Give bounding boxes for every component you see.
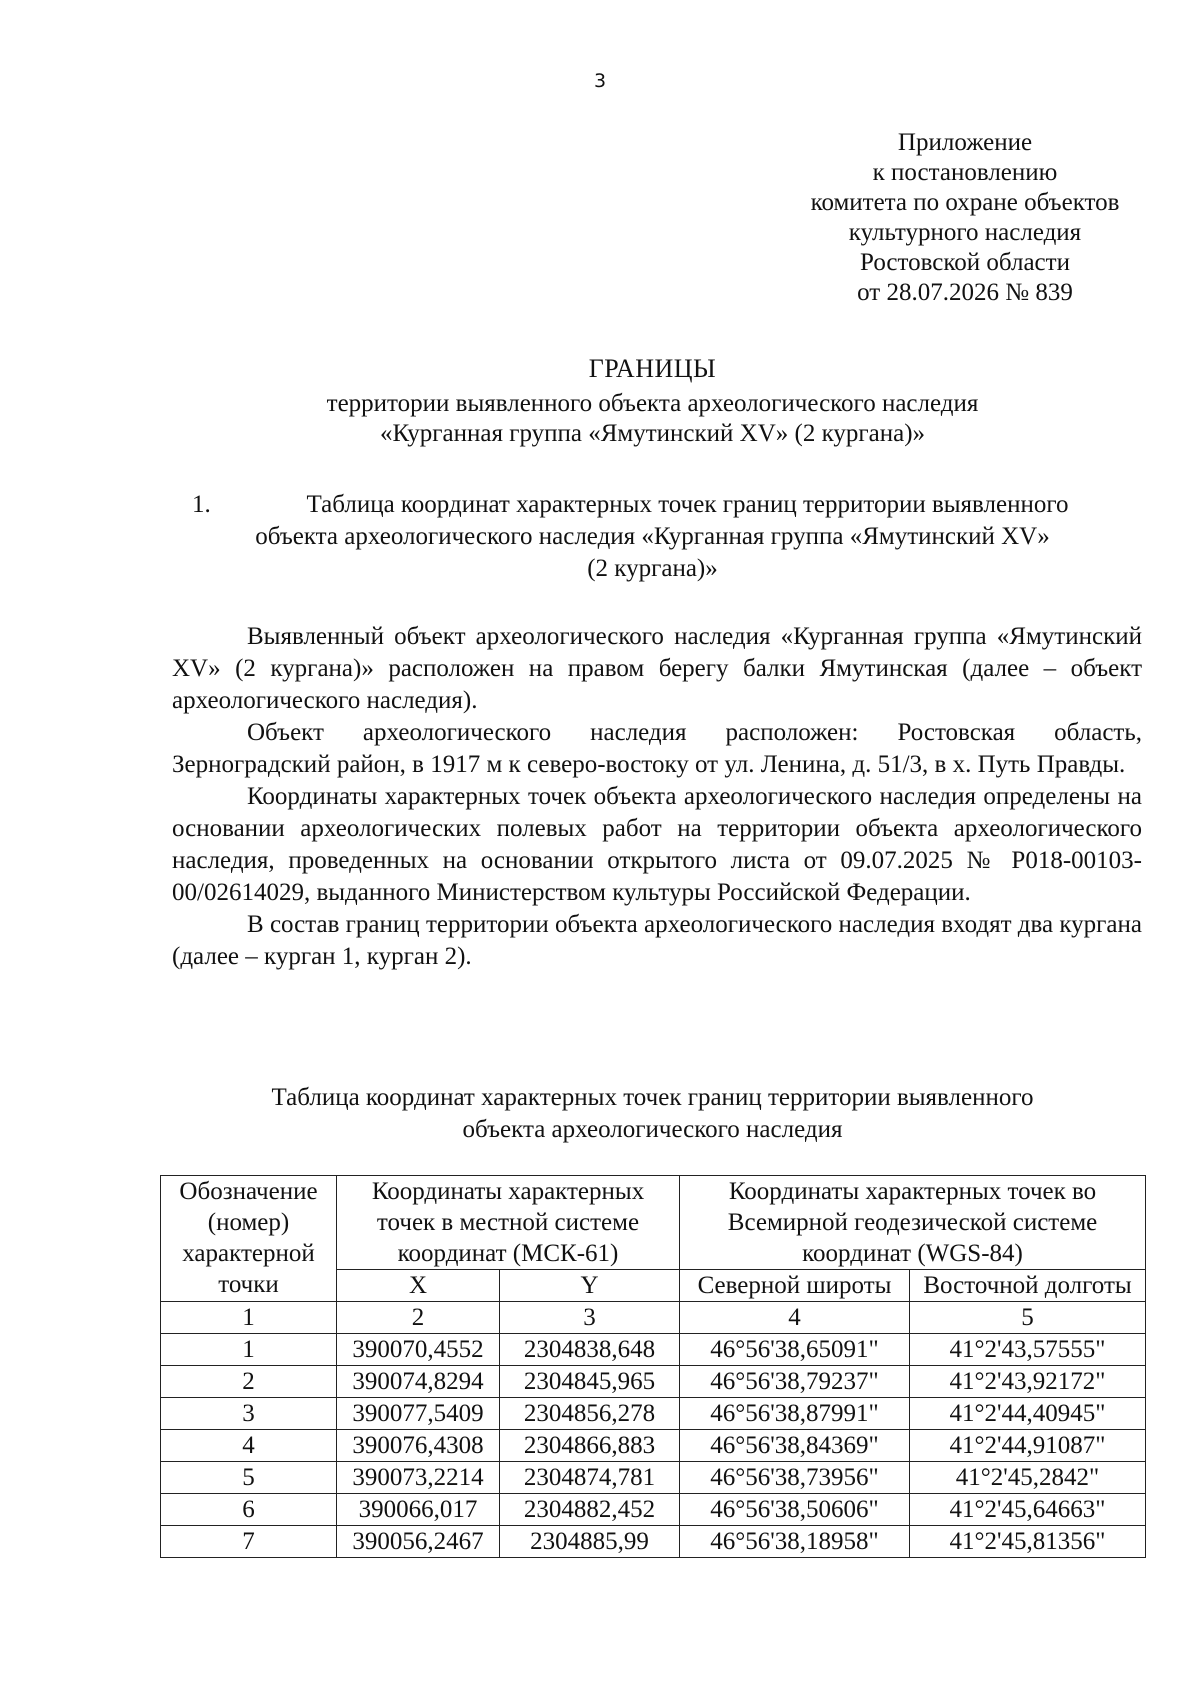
coord-y: 2304856,278 [500,1398,680,1430]
coord-lat: 46°56'38,79237" [680,1366,910,1398]
paragraph: Координаты характерных точек объекта археологического наследия определены на основании археологических полевых работ на территории объекта археологического наследия, проведенных на основании открытого листа от 09.07.2025 № Р018-00103-00/02614029, выданного Министерством культуры Российской Федерации. [172,783,1142,906]
appendix-date-line: от 28.07.2026 № 839 [857,279,1073,306]
table-row [161,1366,1146,1398]
point-number: 6 [161,1494,337,1526]
appendix-line: Ростовской области [860,249,1070,276]
coord-x: 390073,2214 [337,1462,500,1494]
table-caption-line: объекта археологического наследия [462,1116,843,1143]
column-number: 1 [161,1302,337,1334]
coord-lon: 41°2'43,92172" [910,1366,1146,1398]
coordinates-table [160,1175,1146,1558]
appendix-line: к постановлению [872,159,1058,186]
table-caption [170,1082,1135,1146]
header-designation: Обозначение (номер) характерной точки [161,1176,337,1302]
point-number: 3 [161,1398,337,1430]
coord-x: 390066,017 [337,1494,500,1526]
coord-y: 2304885,99 [500,1526,680,1558]
coord-lat: 46°56'38,73956" [680,1462,910,1494]
coord-y: 2304882,452 [500,1494,680,1526]
paragraph: Выявленный объект археологического наследия «Курганная группа «Ямутинский XV» (2 кургана)» расположен на правом берегу балки Ямутинская (далее – объект археологического наследия). [172,623,1142,714]
title-main: ГРАНИЦЫ [588,354,717,383]
coord-lat: 46°56'38,50606" [680,1494,910,1526]
appendix-line: культурного наследия [848,219,1082,246]
table-caption-line: Таблица координат характерных точек границ территории выявленного [271,1084,1034,1111]
coord-x: 390070,4552 [337,1334,500,1366]
title-line: территории выявленного объекта археологического наследия [326,390,979,417]
point-number: 5 [161,1462,337,1494]
table-row [161,1494,1146,1526]
header-x: X [337,1270,500,1302]
coord-x: 390077,5409 [337,1398,500,1430]
coord-lon: 41°2'45,2842" [910,1462,1146,1494]
body-text [172,621,1142,973]
header-latitude: Северной широты [680,1270,910,1302]
column-number: 2 [337,1302,500,1334]
appendix-block [765,128,1165,308]
section-number: 1. [192,491,211,518]
coord-x: 390074,8294 [337,1366,500,1398]
header-msk: Координаты характерных точек в местной системе координат (МСК-61) [337,1176,680,1270]
coord-lat: 46°56'38,87991" [680,1398,910,1430]
point-number: 7 [161,1526,337,1558]
coord-y: 2304866,883 [500,1430,680,1462]
appendix-line: Приложение [897,129,1033,156]
document-title [170,354,1135,449]
table-row [161,1462,1146,1494]
section-heading-line: (2 кургана)» [587,555,718,582]
coord-lat: 46°56'38,84369" [680,1430,910,1462]
table-row [161,1430,1146,1462]
appendix-line: комитета по охране объектов [810,189,1120,216]
paragraph: Объект археологического наследия расположен: Ростовская область, Зерноградский район, в 1917 м к северо-востоку от ул. Ленина, д. 51/3, в х. Путь Правды. [172,719,1142,778]
table-row [161,1526,1146,1558]
header-wgs: Координаты характерных точек во Всемирной геодезической системе координат (WGS-84) [680,1176,1146,1270]
coord-lon: 41°2'43,57555" [910,1334,1146,1366]
table-row [161,1334,1146,1366]
section-heading-line: объекта археологического наследия «Курганная группа «Ямутинский XV» [255,523,1050,550]
header-y: Y [500,1270,680,1302]
page-number: 3 [593,70,607,92]
coord-lon: 41°2'45,81356" [910,1526,1146,1558]
column-number: 4 [680,1302,910,1334]
coord-lon: 41°2'44,40945" [910,1398,1146,1430]
section-heading [170,489,1135,585]
coord-y: 2304874,781 [500,1462,680,1494]
coord-y: 2304845,965 [500,1366,680,1398]
point-number: 1 [161,1334,337,1366]
title-line: «Курганная группа «Ямутинский XV» (2 кургана)» [379,420,926,447]
coord-lat: 46°56'38,18958" [680,1526,910,1558]
section-heading-line: Таблица координат характерных точек границ территории выявленного [306,491,1069,518]
paragraph: В состав границ территории объекта археологического наследия входят два кургана (далее – курган 1, курган 2). [172,911,1142,970]
column-number: 5 [910,1302,1146,1334]
coord-lon: 41°2'44,91087" [910,1430,1146,1462]
point-number: 2 [161,1366,337,1398]
column-number: 3 [500,1302,680,1334]
coord-lon: 41°2'45,64663" [910,1494,1146,1526]
table-row [161,1398,1146,1430]
coord-x: 390056,2467 [337,1526,500,1558]
header-longitude: Восточной долготы [910,1270,1146,1302]
coord-y: 2304838,648 [500,1334,680,1366]
coord-lat: 46°56'38,65091" [680,1334,910,1366]
coord-x: 390076,4308 [337,1430,500,1462]
point-number: 4 [161,1430,337,1462]
